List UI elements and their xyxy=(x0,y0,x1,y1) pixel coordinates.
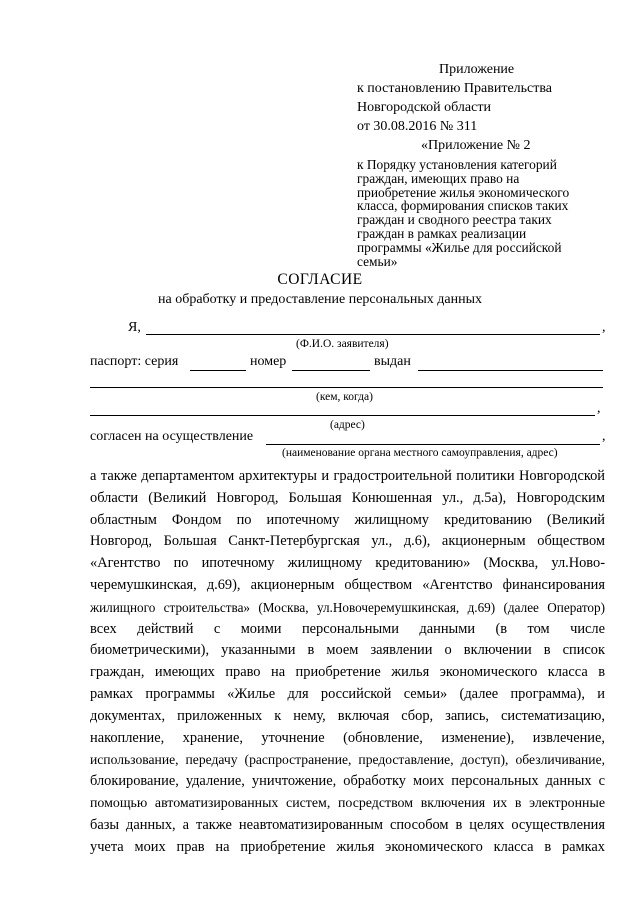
body-line: помощью автоматизированных систем, посредством включения их в электронные xyxy=(90,795,605,811)
appendix-line: к постановлению Правительства xyxy=(357,81,553,96)
body-line: «Агентство по ипотечному жилищному кредитованию» (Москва, ул.Ново- xyxy=(90,555,605,572)
fio-hint: (Ф.И.О. заявителя) xyxy=(296,338,389,350)
appendix-line: Приложение xyxy=(439,62,515,77)
body-line: областным Фондом по ипотечному жилищному кредитованию (Великий xyxy=(90,511,605,528)
order-line: программы «Жилье для российской xyxy=(357,239,562,255)
order-reference xyxy=(357,158,569,268)
body-line: черемушкинская, д.69), акционерным обществом «Агентство финансирования xyxy=(90,576,605,593)
appendix-line: «Приложение № 2 xyxy=(421,138,531,153)
order-line: граждан и сводного реестра таких xyxy=(357,212,552,228)
document-title: СОГЛАСИЕ xyxy=(277,271,363,288)
body-line: блокирование, удаление, уничтожение, обработку моих персональных данных с xyxy=(90,773,605,790)
organ-hint: (наименование органа местного самоуправления, адрес) xyxy=(282,447,558,459)
appendix-line: от 30.08.2016 № 311 xyxy=(357,119,478,134)
body-line: а также департаментом архитектуры и градостроительной политики Новгородской xyxy=(90,468,605,484)
consent-body xyxy=(90,466,605,858)
body-line: документах, приложенных к нему, включая сбор, запись, систематизацию, xyxy=(90,707,605,724)
body-line: жилищного строительства» (Москва, ул.Новочеремушкинская, д.69) (далее Оператор) xyxy=(90,599,605,615)
order-line: граждан в рамках реализации xyxy=(357,225,527,241)
order-line: граждан, имеющих право на xyxy=(357,170,520,186)
issued-by-field[interactable] xyxy=(90,387,603,388)
order-line: к Порядку установления категорий xyxy=(357,157,557,172)
passport-series-field[interactable] xyxy=(190,370,246,371)
body-line: рамках программы «Жилье для российской семьи» (далее программа), и xyxy=(90,685,605,702)
passport-number-field[interactable] xyxy=(292,370,370,371)
body-line: биометрическими), указанными в моем заявлении о включении в список xyxy=(90,642,605,659)
organ-field[interactable] xyxy=(266,444,600,445)
address-field[interactable] xyxy=(90,415,595,416)
body-line: области (Великий Новгород, Большая Конюшенная ул., д.5а), Новгородским xyxy=(90,489,605,506)
document-subtitle: на обработку и предоставление персональных данных xyxy=(158,292,482,307)
issued-hint: (кем, когда) xyxy=(316,391,373,403)
body-line: накопление, хранение, уточнение (обновление, изменение), извлечение, xyxy=(90,729,605,746)
body-line: базы данных, а также неавтоматизированным способом в целях осуществления xyxy=(90,816,605,833)
ya-label: Я, xyxy=(128,320,141,335)
issued-label: выдан xyxy=(374,354,411,369)
appendix-line: Новгородской области xyxy=(357,100,491,115)
order-line: класса, формирования списков таких xyxy=(357,198,569,214)
consent-comma: , xyxy=(602,429,606,444)
address-hint: (адрес) xyxy=(330,419,365,431)
body-line: граждан, имеющих право на приобретение жилья экономического класса в xyxy=(90,664,605,681)
passport-issued-field[interactable] xyxy=(418,370,603,371)
body-line: использование, передачу (распространение, предоставление, доступ), обезличивание, xyxy=(90,752,605,768)
body-line: всех действий с моими персональными данными (в том числе xyxy=(90,620,605,637)
ya-comma: , xyxy=(602,320,606,335)
body-line: Новгород, Большая Санкт-Петербургская ул., д.6), акционерным обществом xyxy=(90,533,605,550)
order-line: семьи» xyxy=(357,253,398,269)
passport-label: паспорт: серия xyxy=(90,354,179,369)
appendix-header xyxy=(357,60,569,268)
consent-label: согласен на осуществление xyxy=(90,429,254,444)
number-label: номер xyxy=(250,354,287,369)
body-line: учета моих прав на приобретение жилья экономического класса в рамках xyxy=(90,838,605,855)
address-comma: , xyxy=(597,401,601,416)
fio-field[interactable] xyxy=(146,334,600,335)
order-line: приобретение жилья экономического xyxy=(357,184,570,200)
